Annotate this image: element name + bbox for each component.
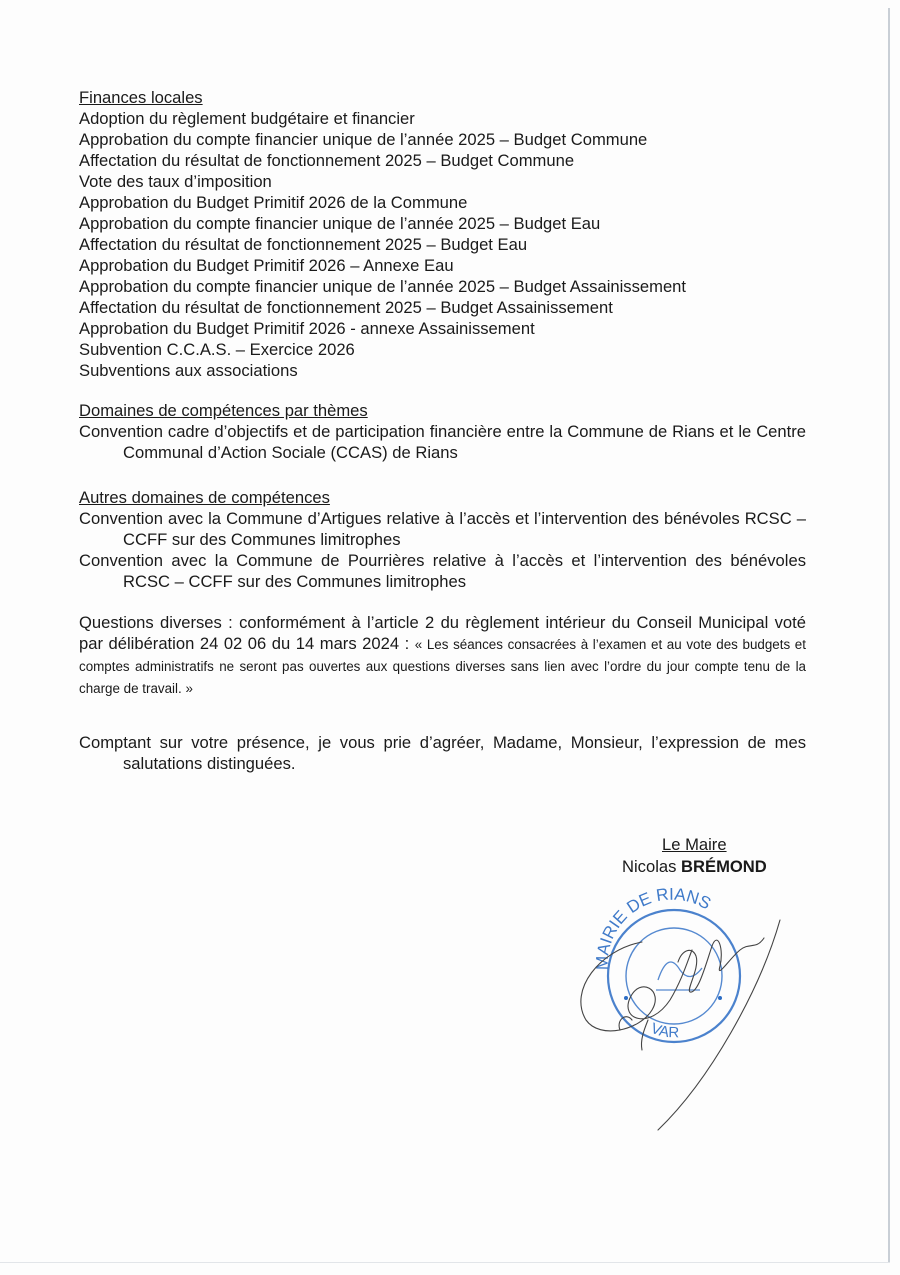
- agenda-item: Adoption du règlement budgétaire et financier: [79, 109, 415, 128]
- signatory-title: Le Maire: [662, 835, 727, 854]
- agenda-item: Convention avec la Commune de Pourrières relative à l’accès et l’intervention des bénévoles RCSC – CCFF sur des Communes limitrophes: [79, 551, 806, 591]
- section-questions: [79, 612, 806, 699]
- signatory-name: [622, 856, 767, 878]
- agenda-item: Approbation du Budget Primitif 2026 - annexe Assainissement: [79, 319, 535, 338]
- stamp-top-text: MAIRIE DE RIANS: [592, 884, 715, 971]
- section-heading-domaines-themes: Domaines de compétences par thèmes: [79, 401, 368, 420]
- section-finances: [79, 87, 806, 381]
- page-edge-bottom: [0, 1262, 890, 1263]
- section-heading-finances: Finances locales: [79, 88, 203, 107]
- official-stamp: [593, 885, 740, 1042]
- agenda-item: Approbation du Budget Primitif 2026 de la Commune: [79, 193, 468, 212]
- agenda-item: Affectation du résultat de fonctionnement 2025 – Budget Eau: [79, 235, 528, 254]
- agenda-item: Approbation du Budget Primitif 2026 – Annexe Eau: [79, 256, 454, 275]
- agenda-item: Approbation du compte financier unique de l’année 2025 – Budget Commune: [79, 130, 648, 149]
- agenda-item: Convention avec la Commune d’Artigues relative à l’accès et l’intervention des bénévoles RCSC – CCFF sur des Communes limitrophes: [79, 509, 806, 549]
- closing-text: Comptant sur votre présence, je vous prie d’agréer, Madame, Monsieur, l’expression de mes salutations distinguées.: [79, 733, 806, 773]
- agenda-item: Convention cadre d’objectifs et de participation financière entre la Commune de Rians et le Centre Communal d’Action Sociale (CCAS) de Rians: [79, 422, 806, 462]
- signatory-last-name: BRÉMOND: [681, 857, 767, 876]
- agenda-item: Approbation du compte financier unique de l’année 2025 – Budget Assainissement: [79, 277, 687, 296]
- agenda-item: Subvention C.C.A.S. – Exercice 2026: [79, 340, 355, 359]
- signatory-first-name: Nicolas: [622, 857, 677, 876]
- section-domaines-themes: [79, 400, 806, 463]
- stamp-and-signature: [560, 880, 800, 1140]
- section-autres-domaines: [79, 487, 806, 592]
- page-edge-right: [888, 8, 890, 1263]
- closing-paragraph: [79, 732, 806, 774]
- stamp-bottom-text: VAR: [648, 1019, 680, 1042]
- section-heading-autres-domaines: Autres domaines de compétences: [79, 488, 330, 507]
- agenda-item: Subventions aux associations: [79, 361, 298, 380]
- agenda-item: Vote des taux d’imposition: [79, 172, 272, 191]
- questions-quote: « Les séances consacrées à l’examen et au vote des budgets et comptes administratifs ne seront pas ouvertes aux questions diverses sans lien avec l’ordre du jour compte tenu de la charge de travail. »: [79, 637, 806, 696]
- agenda-item: Affectation du résultat de fonctionnement 2025 – Budget Commune: [79, 151, 575, 170]
- stamp-emblem-icon: [656, 962, 702, 990]
- agenda-item: Approbation du compte financier unique de l’année 2025 – Budget Eau: [79, 214, 601, 233]
- agenda-item: Affectation du résultat de fonctionnement 2025 – Budget Assainissement: [79, 298, 613, 317]
- questions-intro: Questions diverses : conformément à l’article 2 du règlement intérieur du Conseil Municipal voté par délibération 24 02 06 du 14 mars 2024 :: [79, 613, 806, 653]
